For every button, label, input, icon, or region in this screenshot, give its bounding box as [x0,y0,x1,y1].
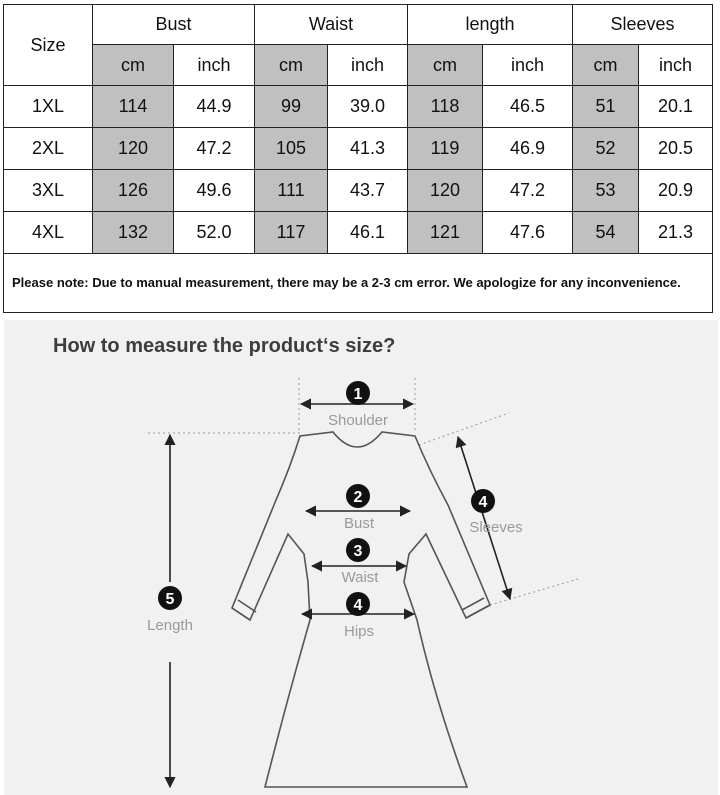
value-cell: 47.2 [174,128,255,170]
hips-label: Hips [343,623,375,640]
waist-label: Waist [341,569,379,586]
sleeves-label: Sleeves [469,519,523,536]
size-cell: 4XL [4,212,93,254]
size-cell: 3XL [4,170,93,212]
sleeves-arrow [458,437,510,599]
value-cell: 20.5 [639,128,713,170]
badge-number: 1 [353,386,363,403]
table-row [4,170,713,212]
value-cell: 41.3 [328,128,408,170]
badge-number: 3 [353,543,363,560]
unit-header: cm [255,45,328,86]
value-cell: 120 [408,170,483,212]
value-cell: 20.9 [639,170,713,212]
value-cell: 52.0 [174,212,255,254]
value-cell: 54 [573,212,639,254]
table-row [4,86,713,128]
value-cell: 53 [573,170,639,212]
unit-header: cm [408,45,483,86]
dress-illustration [4,320,718,795]
value-cell: 132 [93,212,174,254]
value-cell: 21.3 [639,212,713,254]
measure-arrows [170,404,510,787]
table-row [4,212,713,254]
value-cell: 46.9 [483,128,573,170]
value-cell: 51 [573,86,639,128]
value-cell: 118 [408,86,483,128]
value-cell: 49.6 [174,170,255,212]
measurement-note: Please note: Due to manual measurement, there may be a 2-3 cm error. We apologize for any inconvenience. [4,254,713,313]
size-chart-table [3,4,713,313]
shoulder-label: Shoulder [327,412,389,429]
value-cell: 105 [255,128,328,170]
measurement-diagram [4,320,718,795]
value-cell: 121 [408,212,483,254]
value-cell: 20.1 [639,86,713,128]
value-cell: 43.7 [328,170,408,212]
diagram-title: How to measure the product‘s size? [53,335,396,357]
value-cell: 46.1 [328,212,408,254]
value-cell: 119 [408,128,483,170]
length-label: Length [147,617,193,634]
table-row [4,128,713,170]
bust-header: Bust [93,5,255,45]
waist-header: Waist [255,5,408,45]
sleeves-header: Sleeves [573,5,713,45]
size-cell: 1XL [4,86,93,128]
unit-header: cm [573,45,639,86]
unit-header: inch [174,45,255,86]
unit-header: inch [328,45,408,86]
value-cell: 47.2 [483,170,573,212]
value-cell: 117 [255,212,328,254]
unit-header: cm [93,45,174,86]
size-cell: 2XL [4,128,93,170]
value-cell: 44.9 [174,86,255,128]
badge-number: 4 [353,597,363,614]
bust-label: Bust [343,515,375,532]
value-cell: 111 [255,170,328,212]
value-cell: 99 [255,86,328,128]
badge-number: 5 [165,591,175,608]
unit-header: inch [639,45,713,86]
badge-number: 2 [353,489,363,506]
value-cell: 39.0 [328,86,408,128]
value-cell: 120 [93,128,174,170]
value-cell: 46.5 [483,86,573,128]
value-cell: 114 [93,86,174,128]
value-cell: 52 [573,128,639,170]
size-header: Size [4,5,93,86]
unit-header: inch [483,45,573,86]
value-cell: 47.6 [483,212,573,254]
length-header: length [408,5,573,45]
badge-number: 4 [478,494,488,511]
value-cell: 126 [93,170,174,212]
